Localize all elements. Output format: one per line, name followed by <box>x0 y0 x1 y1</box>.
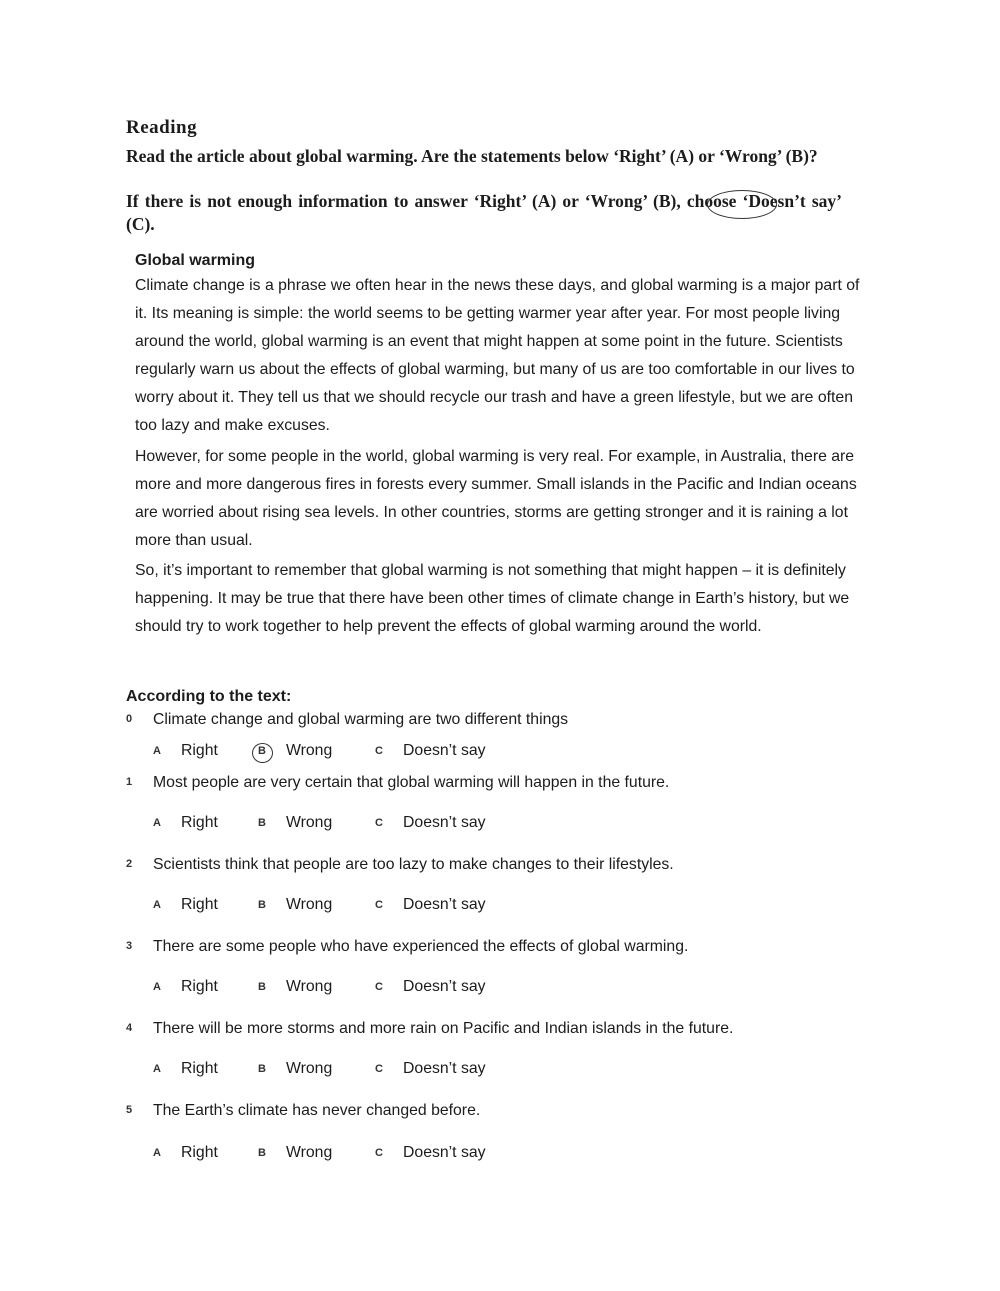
option-letter: A <box>153 899 161 911</box>
option-label: Right <box>181 742 218 759</box>
option-label: Right <box>181 978 218 995</box>
instruction-line-2: If there is not enough information to answer ‘Right’ (A) or ‘Wrong’ (B), choose ‘Doesn’t say’ (C). <box>126 191 842 234</box>
option-letter: A <box>153 981 161 993</box>
question-0 <box>126 709 906 733</box>
question-number: 5 <box>126 1104 133 1116</box>
option-label: Wrong <box>286 978 333 995</box>
article-paragraph-3: So, it’s important to remember that global warming is not something that might happen – it is definitely happening. It may be true that there have been other times of climate change in Earth’s history, but we should try to work together to help prevent the effects of global warming around the world. <box>135 562 850 635</box>
option-letter: C <box>375 817 383 829</box>
question-text: Most people are very certain that global warming will happen in the future. <box>153 774 670 791</box>
article-paragraph-2: However, for some people in the world, global warming is very real. For example, in Australia, there are more and more dangerous fires in forests every summer. Small islands in the Pacific and Indian oceans are worried about rising sea levels. In other countries, storms are getting stronger and it is raining a lot more than usual. <box>135 448 857 549</box>
question-4 <box>126 1018 906 1042</box>
question-number: 3 <box>126 940 133 952</box>
question-2 <box>126 854 906 878</box>
article-title: Global warming <box>135 252 256 269</box>
option-letter: C <box>375 1063 383 1075</box>
option-label: Doesn’t say <box>403 742 486 759</box>
question-text: Climate change and global warming are two different things <box>153 711 569 728</box>
option-label: Wrong <box>286 1144 333 1161</box>
option-letter: B <box>258 1063 266 1075</box>
question-0-options <box>126 740 626 764</box>
option-label: Doesn’t say <box>403 1144 486 1161</box>
option-letter: B <box>258 745 266 757</box>
option-label: Doesn’t say <box>403 1060 486 1077</box>
question-3 <box>126 936 906 960</box>
option-label: Doesn’t say <box>403 978 486 995</box>
option-letter: C <box>375 899 383 911</box>
option-letter: C <box>375 1147 383 1159</box>
question-number: 2 <box>126 858 133 870</box>
option-letter: B <box>258 899 266 911</box>
question-1 <box>126 772 906 796</box>
option-letter: A <box>153 745 161 757</box>
question-3-options <box>126 976 626 1000</box>
option-label: Doesn’t say <box>403 896 486 913</box>
option-label: Wrong <box>286 1060 333 1077</box>
option-label: Wrong <box>286 896 333 913</box>
question-number: 0 <box>126 713 133 725</box>
instruction-line-1: Read the article about global warming. Are the statements below ‘Right’ (A) or ‘Wrong’ (B)? <box>126 146 818 166</box>
option-letter: C <box>375 981 383 993</box>
question-text: There will be more storms and more rain on Pacific and Indian islands in the future. <box>153 1020 734 1037</box>
section-title: Reading <box>126 117 198 138</box>
option-letter: B <box>258 981 266 993</box>
question-number: 4 <box>126 1022 133 1034</box>
option-letter: C <box>375 745 383 757</box>
question-1-options <box>126 812 626 836</box>
question-text: The Earth’s climate has never changed before. <box>153 1102 481 1119</box>
article-paragraph-1: Climate change is a phrase we often hear in the news these days, and global warming is a major part of it. Its meaning is simple: the world seems to be getting warmer year after year. For most people living around the world, global warming is an event that might happen at some point in the future. Scientists regularly warn us about the effects of global warming, but many of us are too comfortable in our lives to worry about it. They tell us that we should recycle our trash and have a green lifestyle, but we are often too lazy and make excuses. <box>135 277 860 434</box>
question-text: Scientists think that people are too lazy to make changes to their lifestyles. <box>153 856 674 873</box>
option-letter: B <box>258 817 266 829</box>
option-letter: A <box>153 817 161 829</box>
option-label: Right <box>181 814 218 831</box>
option-label: Wrong <box>286 814 333 831</box>
option-label: Right <box>181 896 218 913</box>
option-label: Right <box>181 1144 218 1161</box>
option-label: Right <box>181 1060 218 1077</box>
question-number: 1 <box>126 776 133 788</box>
option-letter: B <box>258 1147 266 1159</box>
option-label: Wrong <box>286 742 333 759</box>
option-letter: A <box>153 1063 161 1075</box>
question-5 <box>126 1100 906 1124</box>
option-label: Doesn’t say <box>403 814 486 831</box>
question-4-options <box>126 1058 626 1082</box>
questions-heading: According to the text: <box>126 688 292 705</box>
question-2-options <box>126 894 626 918</box>
option-letter: A <box>153 1147 161 1159</box>
question-text: There are some people who have experienced the effects of global warming. <box>153 938 689 955</box>
question-5-options <box>126 1142 626 1166</box>
